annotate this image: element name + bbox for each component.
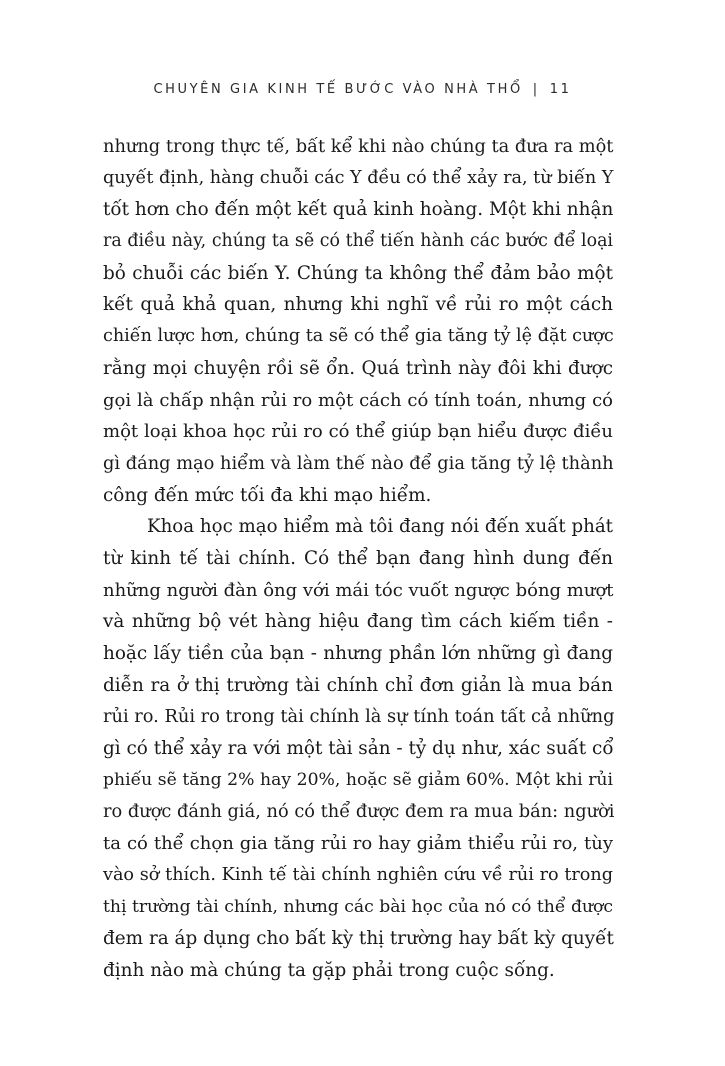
text-line: công đến mức tối đa khi mạo hiểm. bbox=[103, 484, 432, 506]
text-line: định nào mà chúng ta gặp phải trong cuộc sống. bbox=[103, 959, 555, 981]
header-separator: | bbox=[532, 82, 540, 97]
text-line: từ kinh tế tài chính. Có thể bạn đang hình dung đến bbox=[103, 547, 613, 569]
text-line: tốt hơn cho đến một kết quả kinh hoàng. Một khi nhận bbox=[103, 199, 614, 221]
text-line: gọi là chấp nhận rủi ro một cách có tính toán, nhưng có bbox=[103, 389, 613, 411]
text-line: gì có thể xảy ra với một tài sản - tỷ dụ như, xác suất cổ bbox=[103, 738, 614, 760]
text-line: diễn ra ở thị trường tài chính chỉ đơn giản là mua bán bbox=[103, 674, 613, 696]
text-line: rủi ro. Rủi ro trong tài chính là sự tính toán tất cả những bbox=[103, 706, 615, 728]
chapter-title: CHUYÊN GIA KINH TẾ BƯỚC VÀO NHÀ THỔ bbox=[153, 82, 523, 97]
page-number: 11 bbox=[549, 82, 572, 97]
text-line: bỏ chuỗi các biến Y. Chúng ta không thể đảm bảo một bbox=[103, 262, 613, 284]
running-header bbox=[0, 82, 725, 97]
text-line: những người đàn ông với mái tóc vuốt ngược bóng mượt bbox=[103, 579, 614, 601]
text-line: chiến lược hơn, chúng ta sẽ có thể gia tăng tỷ lệ đặt cược bbox=[103, 326, 614, 347]
text-line: vào sở thích. Kinh tế tài chính nghiên cứu về rủi ro trong bbox=[103, 864, 613, 885]
text-line: rằng mọi chuyện rồi sẽ ổn. Quá trình này đôi khi được bbox=[103, 357, 613, 379]
text-line: một loại khoa học rủi ro có thể giúp bạn hiểu được điều bbox=[103, 421, 613, 443]
text-line: gì đáng mạo hiểm và làm thế nào để gia tăng tỷ lệ thành bbox=[103, 452, 614, 474]
text-line: phiếu sẽ tăng 2% hay 20%, hoặc sẽ giảm 60%. Một khi rủi bbox=[103, 769, 613, 790]
text-line: ta có thể chọn gia tăng rủi ro hay giảm thiểu rủi ro, tùy bbox=[103, 833, 613, 855]
paragraph bbox=[103, 131, 613, 511]
text-line: đem ra áp dụng cho bất kỳ thị trường hay bất kỳ quyết bbox=[103, 928, 614, 950]
text-line: nhưng trong thực tế, bất kể khi nào chúng ta đưa ra một bbox=[103, 136, 614, 157]
text-line: hoặc lấy tiền của bạn - nhưng phần lớn những gì đang bbox=[103, 643, 613, 664]
text-line: kết quả khả quan, nhưng khi nghĩ về rủi ro một cách bbox=[103, 294, 613, 316]
body-text bbox=[103, 131, 613, 987]
paragraph bbox=[103, 511, 613, 986]
text-line: thị trường tài chính, nhưng các bài học của nó có thể được bbox=[103, 896, 613, 917]
text-line: ra điều này, chúng ta sẽ có thể tiến hành các bước để loại bbox=[103, 231, 613, 252]
text-line: ro được đánh giá, nó có thể được đem ra mua bán: người bbox=[103, 801, 615, 823]
text-line: và những bộ vét hàng hiệu đang tìm cách kiếm tiền - bbox=[103, 611, 613, 633]
text-line: Khoa học mạo hiểm mà tôi đang nói đến xuất phát bbox=[147, 516, 613, 538]
text-line: quyết định, hàng chuỗi các Y đều có thể xảy ra, từ biến Y bbox=[103, 167, 614, 188]
